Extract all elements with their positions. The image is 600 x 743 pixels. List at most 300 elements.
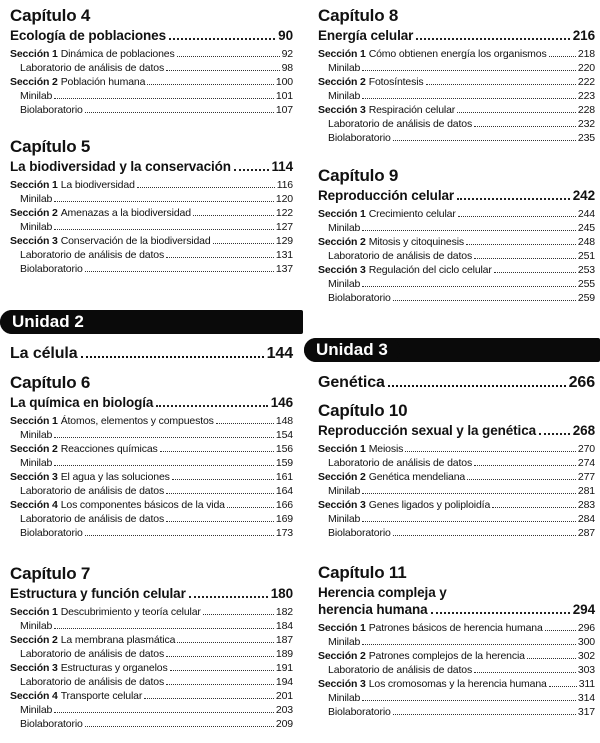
chapter-title: Capítulo 11 [318,563,407,582]
toc-entry[interactable] [10,619,293,633]
toc-entry[interactable] [318,526,595,540]
leader-dots [203,614,274,615]
section-label: Sección 3 [318,499,366,511]
page-number: 255 [577,278,595,290]
entry-label: Estructuras y organelos [60,662,168,674]
page-number: 161 [275,471,293,483]
entry-label: Minilab [20,620,53,632]
toc-entry[interactable] [10,633,293,647]
section-label: Sección 2 [10,634,58,646]
page-number: 100 [275,76,293,88]
toc-entry[interactable] [10,717,293,731]
unit-title: Genética [318,374,385,391]
toc-entry[interactable] [10,248,293,262]
entry-label: Reacciones químicas [60,443,158,455]
entry-label: Crecimiento celular [368,208,456,220]
leader-dots [362,493,576,494]
chapter-subtitle: Energía celular [318,28,414,43]
page-number: 242 [572,188,595,203]
unit-2-title-link[interactable] [10,344,293,364]
toc-entry[interactable] [318,456,595,470]
page-number: 201 [275,690,293,702]
leader-dots [474,126,576,127]
page-number: 122 [275,207,293,219]
leader-dots [549,56,576,57]
leader-dots [144,698,274,699]
page-number: 259 [577,292,595,304]
entry-label: Minilab [328,485,361,497]
chapter-subtitle: herencia humana [318,602,428,617]
entry-list [318,442,595,540]
leader-dots [166,493,274,494]
toc-entry[interactable] [318,470,595,484]
page-number: 294 [572,602,595,617]
leader-dots [457,112,576,113]
page-number: 120 [275,193,293,205]
section-label: Sección 1 [318,48,366,60]
toc-entry[interactable] [318,61,595,75]
entry-label: Meiosis [368,443,404,455]
leader-dots [527,658,576,659]
page-number: 228 [577,104,595,116]
chapter-subtitle-link[interactable] [10,158,293,175]
page-number: 92 [281,48,293,60]
section-label: Sección 1 [318,622,366,634]
page-number: 314 [577,692,595,704]
page-number: 159 [275,457,293,469]
entry-label: Mitosis y citoquinesis [368,236,465,248]
entry-label: Biolaboratorio [328,527,391,539]
toc-entry[interactable] [10,703,293,717]
chapter-11 [318,563,595,719]
toc-entry[interactable] [318,235,595,249]
leader-dots [85,112,274,113]
leader-dots [426,84,576,85]
page-number: 154 [275,429,293,441]
entry-label: Biolaboratorio [20,718,83,730]
leader-dots [166,257,274,258]
section-label: Sección 2 [10,207,58,219]
leader-dots [227,507,274,508]
toc-entry[interactable] [318,691,595,705]
chapter-title: Capítulo 10 [318,401,408,420]
leader-dots [494,272,576,273]
leader-dots [169,38,275,40]
toc-entry[interactable] [10,414,293,428]
leader-dots [393,300,576,301]
toc-entry[interactable] [318,75,595,89]
chapter-7 [10,564,293,731]
page-number: 284 [577,513,595,525]
leader-dots [393,535,576,536]
chapter-subtitle-link[interactable] [318,601,595,618]
chapter-title: Capítulo 5 [10,137,91,156]
toc-entry[interactable] [318,207,595,221]
toc-entry[interactable] [10,675,293,689]
entry-label: Minilab [328,513,361,525]
unit-label: Unidad 2 [0,310,96,334]
page-number: 148 [275,415,293,427]
entry-label: Minilab [20,429,53,441]
entry-label: Cómo obtienen energía los organismos [368,48,547,60]
toc-entry[interactable] [318,621,595,635]
toc-entry[interactable] [10,484,293,498]
page-number: 166 [275,499,293,511]
chapter-10 [318,401,595,540]
entry-label: El agua y las soluciones [60,471,170,483]
toc-entry[interactable] [10,442,293,456]
toc-entry[interactable] [10,47,293,61]
section-label: Sección 3 [10,235,58,247]
section-label: Sección 1 [318,443,366,455]
leader-dots [474,258,576,259]
chapter-title: Capítulo 7 [10,564,91,583]
entry-label: Minilab [20,90,53,102]
section-label: Sección 4 [10,690,58,702]
toc-entry[interactable] [10,456,293,470]
leader-dots [492,507,576,508]
section-label: Sección 1 [318,208,366,220]
entry-label: Minilab [328,692,361,704]
unit-label: Unidad 3 [304,338,400,362]
leader-dots [137,187,275,188]
toc-entry[interactable] [10,605,293,619]
section-label: Sección 1 [10,415,58,427]
leader-dots [362,230,576,231]
entry-label: Fotosíntesis [368,76,424,88]
page-number: 156 [275,443,293,455]
page-number: 194 [275,676,293,688]
section-label: Sección 3 [10,662,58,674]
entry-list [10,605,293,731]
toc-entry[interactable] [10,470,293,484]
chapter-subtitle-link[interactable] [318,422,595,439]
page-number: 114 [271,159,293,174]
page-number: 283 [577,499,595,511]
page-number: 248 [577,236,595,248]
entry-label: Laboratorio de análisis de datos [20,485,165,497]
leader-dots [177,642,274,643]
page-number: 296 [577,622,595,634]
page-number: 187 [275,634,293,646]
page-number: 218 [577,48,595,60]
section-label: Sección 2 [318,650,366,662]
entry-label: Dinámica de poblaciones [60,48,175,60]
toc-entry[interactable] [318,47,595,61]
page-number: 232 [577,118,595,130]
entry-label: Biolaboratorio [20,104,83,116]
entry-list [10,178,293,276]
page-number: 274 [577,457,595,469]
entry-label: Genética mendeliana [368,471,466,483]
chapter-subtitle-link[interactable] [318,27,595,44]
page-number: 251 [577,250,595,262]
page-number: 253 [577,264,595,276]
chapter-subtitle-link[interactable] [10,394,293,411]
page-number: 169 [275,513,293,525]
toc-entry[interactable] [10,526,293,540]
section-label: Sección 2 [10,76,58,88]
leader-dots [549,686,577,687]
page-number: 107 [275,104,293,116]
toc-entry[interactable] [10,647,293,661]
page-number: 98 [281,62,293,74]
page-number: 220 [577,62,595,74]
leader-dots [81,356,264,358]
toc-entry[interactable] [318,131,595,145]
chapter-title: Capítulo 8 [318,6,399,25]
chapter-4 [10,6,293,117]
page-number: 244 [577,208,595,220]
leader-dots [170,670,274,671]
entry-label: Laboratorio de análisis de datos [20,513,165,525]
leader-dots [467,479,576,480]
toc-entry[interactable] [318,291,595,305]
chapter-5 [10,137,293,276]
toc-entry[interactable] [10,689,293,703]
page-number: 173 [275,527,293,539]
chapter-8 [318,6,595,145]
entry-label: Los componentes básicos de la vida [60,499,225,511]
leader-dots [54,98,274,99]
entry-list [318,207,595,305]
page-number: 127 [275,221,293,233]
page-number: 180 [270,586,293,601]
chapter-subtitle: Reproducción sexual y la genética [318,423,537,438]
entry-label: Minilab [20,704,53,716]
leader-dots [160,451,274,452]
entry-label: Minilab [20,457,53,469]
entry-label: Laboratorio de análisis de datos [328,664,473,676]
entry-label: Biolaboratorio [328,292,391,304]
page-number: 184 [275,620,293,632]
leader-dots [172,479,274,480]
toc-entry[interactable] [10,661,293,675]
leader-dots [458,216,576,217]
page-number: 235 [577,132,595,144]
entry-label: Laboratorio de análisis de datos [20,62,165,74]
entry-label: Minilab [328,62,361,74]
entry-label: Biolaboratorio [328,132,391,144]
toc-entry[interactable] [318,89,595,103]
unit-2-banner [0,310,303,334]
leader-dots [193,215,274,216]
chapter-subtitle-link[interactable] [10,585,293,602]
entry-label: Biolaboratorio [20,263,83,275]
page-number: 164 [275,485,293,497]
unit-title: La célula [10,345,78,362]
leader-dots [216,423,274,424]
entry-label: Biolaboratorio [20,527,83,539]
toc-entry[interactable] [10,61,293,75]
page-number: 209 [275,718,293,730]
page-number: 302 [577,650,595,662]
leader-dots [54,437,274,438]
toc-entry[interactable] [318,277,595,291]
page-number: 300 [577,636,595,648]
toc-entry[interactable] [10,89,293,103]
toc-entry[interactable] [10,192,293,206]
leader-dots [213,243,274,244]
entry-label: Minilab [328,278,361,290]
entry-list [10,414,293,540]
toc-entry[interactable] [10,428,293,442]
entry-list [318,47,595,145]
leader-dots [54,712,274,713]
entry-label: Genes ligados y poliploidía [368,499,491,511]
toc-entry[interactable] [318,663,595,677]
entry-label: Minilab [328,222,361,234]
leader-dots [156,405,267,407]
entry-label: Átomos, elementos y compuestos [60,415,214,427]
entry-label: Laboratorio de análisis de datos [328,457,473,469]
leader-dots [362,98,576,99]
entry-list [318,621,595,719]
toc-entry[interactable] [318,103,595,117]
leader-dots [545,630,576,631]
leader-dots [362,521,576,522]
leader-dots [147,84,274,85]
leader-dots [539,433,570,435]
chapter-title: Capítulo 9 [318,166,399,185]
leader-dots [166,521,274,522]
section-label: Sección 1 [10,606,58,618]
leader-dots [362,700,576,701]
entry-label: Biolaboratorio [328,706,391,718]
leader-dots [85,726,274,727]
toc-entry[interactable] [318,484,595,498]
toc-entry[interactable] [10,220,293,234]
chapter-subtitle-link[interactable] [10,27,293,44]
leader-dots [474,465,576,466]
entry-label: Los cromosomas y la herencia humana [368,678,547,690]
leader-dots [234,169,269,171]
entry-label: La membrana plasmática [60,634,176,646]
chapter-9 [318,166,595,305]
chapter-subtitle: Reproducción celular [318,188,455,203]
toc-entry[interactable] [318,117,595,131]
toc-entry[interactable] [318,263,595,277]
section-label: Sección 2 [318,76,366,88]
chapter-subtitle-line1 [318,584,595,601]
leader-dots [466,244,576,245]
leader-dots [54,229,274,230]
page-number: 191 [275,662,293,674]
page-number: 216 [572,28,595,43]
leader-dots [54,201,274,202]
unit-3-title-link[interactable] [318,373,595,393]
chapter-title: Capítulo 4 [10,6,91,25]
entry-label: Minilab [20,221,53,233]
toc-entry[interactable] [318,442,595,456]
toc-entry[interactable] [10,103,293,117]
leader-dots [54,628,274,629]
section-label: Sección 3 [10,471,58,483]
entry-label: Respiración celular [368,104,456,116]
page-number: 146 [270,395,293,410]
leader-dots [166,684,274,685]
leader-dots [416,38,569,40]
leader-dots [189,596,268,598]
page-number: 182 [275,606,293,618]
entry-label: Minilab [20,193,53,205]
page-number: 222 [577,76,595,88]
toc-entry[interactable] [318,677,595,691]
chapter-subtitle-link[interactable] [318,187,595,204]
entry-label: Minilab [328,90,361,102]
section-label: Sección 3 [318,104,366,116]
chapter-title: Capítulo 6 [10,373,91,392]
page-number: 203 [275,704,293,716]
page-number: 311 [578,678,595,690]
toc-entry[interactable] [318,635,595,649]
toc-entry[interactable] [10,498,293,512]
section-label: Sección 2 [318,236,366,248]
toc-entry[interactable] [10,512,293,526]
page-number: 270 [577,443,595,455]
page-number: 268 [572,423,595,438]
entry-label: Población humana [60,76,146,88]
leader-dots [457,198,570,200]
entry-label: Laboratorio de análisis de datos [20,249,165,261]
toc-entry[interactable] [318,249,595,263]
page-number: 287 [577,527,595,539]
entry-label: Laboratorio de análisis de datos [328,118,473,130]
toc-entry[interactable] [10,234,293,248]
toc-entry[interactable] [318,221,595,235]
page-number: 116 [276,179,293,191]
page-number: 303 [577,664,595,676]
toc-entry[interactable] [318,512,595,526]
toc-entry[interactable] [10,262,293,276]
entry-list [10,47,293,117]
leader-dots [388,385,566,387]
entry-label: Laboratorio de análisis de datos [20,648,165,660]
unit-3-banner [304,338,600,362]
page-number: 101 [275,90,293,102]
section-label: Sección 1 [10,179,58,191]
leader-dots [362,286,576,287]
toc-entry[interactable] [10,206,293,220]
toc-entry[interactable] [10,75,293,89]
entry-label: Descubrimiento y teoría celular [60,606,201,618]
leader-dots [431,612,570,614]
entry-label: Patrones básicos de herencia humana [368,622,543,634]
page-number: 137 [275,263,293,275]
leader-dots [362,70,576,71]
chapter-6 [10,373,293,540]
page-number: 90 [278,28,293,43]
page-number: 223 [577,90,595,102]
toc-entry[interactable] [318,705,595,719]
chapter-subtitle: Estructura y función celular [10,586,186,601]
entry-label: Amenazas a la biodiversidad [60,207,191,219]
toc-entry[interactable] [318,649,595,663]
toc-entry[interactable] [10,178,293,192]
entry-label: Transporte celular [60,690,143,702]
leader-dots [177,56,280,57]
page-number: 131 [275,249,293,261]
page-number: 129 [275,235,293,247]
entry-label: Conservación de la biodiversidad [60,235,211,247]
leader-dots [474,672,576,673]
section-label: Sección 3 [318,264,366,276]
toc-entry[interactable] [318,498,595,512]
chapter-subtitle: Ecología de poblaciones [10,28,166,43]
leader-dots [166,656,274,657]
entry-label: Patrones complejos de la herencia [368,650,525,662]
leader-dots [85,271,274,272]
